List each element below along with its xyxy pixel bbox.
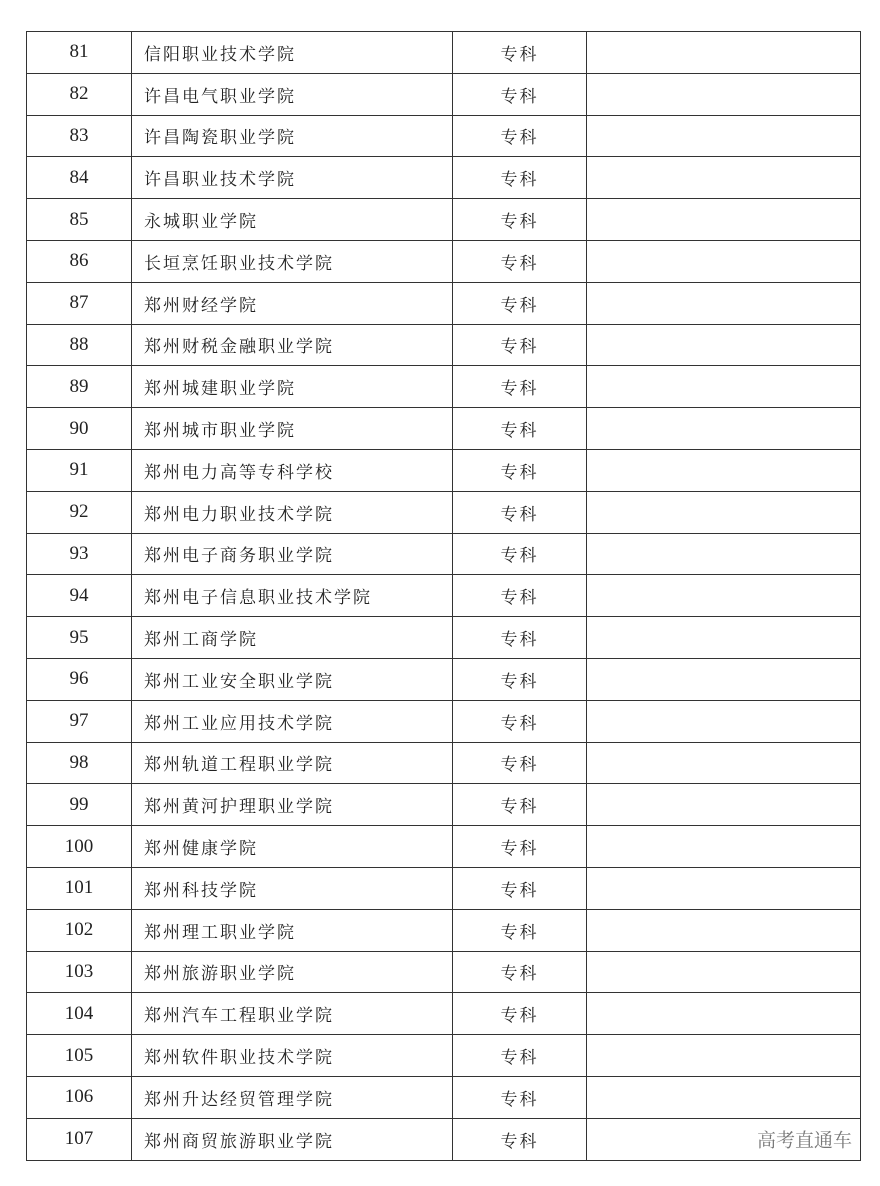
school-type: 专科 <box>453 73 587 115</box>
school-type: 专科 <box>453 32 587 74</box>
school-name: 郑州工业安全职业学院 <box>132 658 453 700</box>
school-name: 郑州商贸旅游职业学院 <box>132 1118 453 1160</box>
row-number: 102 <box>27 909 132 951</box>
table-row <box>27 366 861 408</box>
table-row <box>27 157 861 199</box>
school-name: 郑州工商学院 <box>132 617 453 659</box>
school-type: 专科 <box>453 1076 587 1118</box>
row-number: 92 <box>27 491 132 533</box>
school-name: 永城职业学院 <box>132 199 453 241</box>
watermark: 高考直通车 <box>756 1129 852 1152</box>
row-number: 104 <box>27 993 132 1035</box>
school-name: 郑州城建职业学院 <box>132 366 453 408</box>
row-number: 107 <box>27 1118 132 1160</box>
school-type: 专科 <box>453 658 587 700</box>
note-cell <box>587 32 861 74</box>
table-row <box>27 115 861 157</box>
school-name: 郑州电子商务职业学院 <box>132 533 453 575</box>
table-row <box>27 826 861 868</box>
table-body <box>27 32 861 1161</box>
school-type: 专科 <box>453 993 587 1035</box>
row-number: 105 <box>27 1035 132 1077</box>
school-name: 郑州电子信息职业技术学院 <box>132 575 453 617</box>
table-row <box>27 1118 861 1160</box>
note-cell <box>587 1118 861 1160</box>
note-cell <box>587 324 861 366</box>
school-type: 专科 <box>453 700 587 742</box>
table-row <box>27 199 861 241</box>
school-type: 专科 <box>453 115 587 157</box>
table-row <box>27 617 861 659</box>
school-name: 郑州财经学院 <box>132 282 453 324</box>
note-cell <box>587 617 861 659</box>
note-cell <box>587 575 861 617</box>
note-cell <box>587 826 861 868</box>
table-row <box>27 408 861 450</box>
note-cell <box>587 951 861 993</box>
note-cell <box>587 73 861 115</box>
school-name: 郑州电力高等专科学校 <box>132 449 453 491</box>
school-name: 郑州轨道工程职业学院 <box>132 742 453 784</box>
table-row <box>27 324 861 366</box>
table-row <box>27 784 861 826</box>
school-name: 长垣烹饪职业技术学院 <box>132 240 453 282</box>
table-row <box>27 449 861 491</box>
note-cell <box>587 533 861 575</box>
school-name: 许昌陶瓷职业学院 <box>132 115 453 157</box>
row-number: 88 <box>27 324 132 366</box>
note-cell <box>587 784 861 826</box>
row-number: 99 <box>27 784 132 826</box>
school-name: 郑州电力职业技术学院 <box>132 491 453 533</box>
table-row <box>27 575 861 617</box>
table-row <box>27 1035 861 1077</box>
row-number: 101 <box>27 867 132 909</box>
note-cell <box>587 867 861 909</box>
school-type: 专科 <box>453 1118 587 1160</box>
school-type: 专科 <box>453 408 587 450</box>
row-number: 95 <box>27 617 132 659</box>
note-cell <box>587 993 861 1035</box>
note-cell <box>587 408 861 450</box>
table-row <box>27 1076 861 1118</box>
row-number: 86 <box>27 240 132 282</box>
school-type: 专科 <box>453 324 587 366</box>
school-type: 专科 <box>453 951 587 993</box>
note-cell <box>587 366 861 408</box>
school-name: 郑州理工职业学院 <box>132 909 453 951</box>
school-type: 专科 <box>453 533 587 575</box>
school-name: 郑州工业应用技术学院 <box>132 700 453 742</box>
row-number: 98 <box>27 742 132 784</box>
row-number: 83 <box>27 115 132 157</box>
row-number: 81 <box>27 32 132 74</box>
row-number: 94 <box>27 575 132 617</box>
school-name: 郑州财税金融职业学院 <box>132 324 453 366</box>
table-row <box>27 282 861 324</box>
school-name: 许昌职业技术学院 <box>132 157 453 199</box>
row-number: 90 <box>27 408 132 450</box>
note-cell <box>587 115 861 157</box>
school-type: 专科 <box>453 742 587 784</box>
school-type: 专科 <box>453 199 587 241</box>
note-cell <box>587 1035 861 1077</box>
school-name: 许昌电气职业学院 <box>132 73 453 115</box>
school-type: 专科 <box>453 157 587 199</box>
row-number: 97 <box>27 700 132 742</box>
note-cell <box>587 742 861 784</box>
school-type: 专科 <box>453 909 587 951</box>
note-cell <box>587 157 861 199</box>
school-name: 郑州软件职业技术学院 <box>132 1035 453 1077</box>
table-row <box>27 658 861 700</box>
note-cell <box>587 282 861 324</box>
school-type: 专科 <box>453 617 587 659</box>
table-row <box>27 951 861 993</box>
note-cell <box>587 240 861 282</box>
note-cell <box>587 491 861 533</box>
school-type: 专科 <box>453 366 587 408</box>
note-cell <box>587 199 861 241</box>
school-type: 专科 <box>453 784 587 826</box>
school-type: 专科 <box>453 449 587 491</box>
note-cell <box>587 700 861 742</box>
note-cell <box>587 449 861 491</box>
table-row <box>27 491 861 533</box>
note-cell <box>587 1076 861 1118</box>
row-number: 93 <box>27 533 132 575</box>
row-number: 82 <box>27 73 132 115</box>
table-row <box>27 700 861 742</box>
row-number: 85 <box>27 199 132 241</box>
table-row <box>27 909 861 951</box>
table-row <box>27 742 861 784</box>
school-type: 专科 <box>453 491 587 533</box>
note-cell <box>587 658 861 700</box>
note-cell <box>587 909 861 951</box>
school-type: 专科 <box>453 240 587 282</box>
school-name: 郑州黄河护理职业学院 <box>132 784 453 826</box>
school-name: 郑州升达经贸管理学院 <box>132 1076 453 1118</box>
school-name: 郑州汽车工程职业学院 <box>132 993 453 1035</box>
school-type: 专科 <box>453 867 587 909</box>
school-type: 专科 <box>453 1035 587 1077</box>
table-row <box>27 240 861 282</box>
school-type: 专科 <box>453 826 587 868</box>
schools-table <box>26 31 861 1161</box>
school-name: 郑州健康学院 <box>132 826 453 868</box>
table-row <box>27 867 861 909</box>
row-number: 96 <box>27 658 132 700</box>
school-name: 郑州科技学院 <box>132 867 453 909</box>
school-name: 郑州城市职业学院 <box>132 408 453 450</box>
school-type: 专科 <box>453 282 587 324</box>
row-number: 89 <box>27 366 132 408</box>
table-row <box>27 993 861 1035</box>
row-number: 91 <box>27 449 132 491</box>
school-name: 信阳职业技术学院 <box>132 32 453 74</box>
table-row <box>27 533 861 575</box>
table-row <box>27 32 861 74</box>
row-number: 84 <box>27 157 132 199</box>
row-number: 103 <box>27 951 132 993</box>
row-number: 106 <box>27 1076 132 1118</box>
school-type: 专科 <box>453 575 587 617</box>
table-row <box>27 73 861 115</box>
row-number: 100 <box>27 826 132 868</box>
row-number: 87 <box>27 282 132 324</box>
school-name: 郑州旅游职业学院 <box>132 951 453 993</box>
